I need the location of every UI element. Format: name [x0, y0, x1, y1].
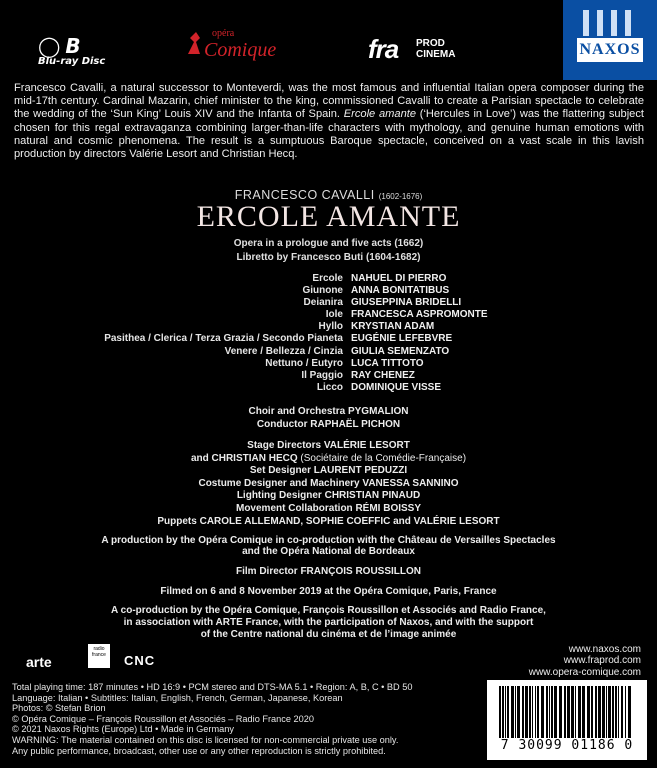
barcode: [487, 680, 647, 760]
coprod-line-1: A co-production by the Opéra Comique, François Roussillon et Associés and Radio France,: [111, 605, 546, 616]
opera-small-text: opéra: [212, 28, 235, 39]
cast-row: [0, 309, 657, 321]
cast-singer: RAY CHENEZ: [351, 369, 415, 381]
coproduction-note: [0, 535, 657, 557]
language-line: Language: Italian • Subtitles: Italian, English, French, German, Japanese, Korean: [12, 692, 343, 703]
arte-logo: arte: [26, 654, 52, 670]
radio-logo-line2: france: [92, 652, 106, 658]
naxos-column-icon: [611, 10, 617, 36]
copyright-line-2: © 2021 Naxos Rights (Europe) Ltd • Made in Germany: [12, 724, 234, 735]
choir-credit: Choir and Orchestra PYGMALION: [248, 406, 409, 417]
technical-info: [12, 682, 472, 756]
coprod-line-2: in association with ARTE France, with the participation of Naxos, and with the support: [123, 617, 534, 628]
cast-singer: EUGÉNIE LEFEBVRE: [351, 333, 453, 345]
fraprod-url[interactable]: www.fraprod.com: [563, 655, 641, 667]
playing-time-line: Total playing time: 187 minutes • HD 16:9 • PCM stereo and DTS-MA 5.1 • Region: A, B, C • BD 50: [12, 682, 413, 692]
photos-line: Photos: © Stefan Brion: [12, 703, 106, 714]
cast-singer: NAHUEL DI PIERRO: [351, 273, 447, 284]
barcode-digits: 7 30099 01186 0: [500, 738, 634, 753]
movement-credit: Movement Collaboration RÉMI BOISSY: [235, 502, 422, 514]
logo-bar: [0, 0, 657, 80]
cast-row: [0, 333, 657, 345]
stage-director-credit: Stage Directors VALÉRIE LESORT: [247, 440, 410, 451]
bird-icon: [184, 30, 204, 56]
cnc-logo: CNC: [124, 653, 156, 668]
production-line-2: and the Opéra National de Bordeaux: [242, 546, 415, 557]
cast-role: Pasithea / Clerica / Terza Grazia / Secondo Pianeta: [104, 333, 343, 345]
cast-row: [0, 285, 657, 297]
cast-row: [0, 370, 657, 382]
cast-singer: KRYSTIAN ADAM: [351, 321, 435, 333]
intro-part1: Francesco Cavalli, a natural successor to Monteverdi, was the most famous and influential Italian opera composer during the mid-17th century. Cardinal Mazarin, chief minister to the king, commissioned Cavalli to create a Parisian spectacle to celebrate the wedding of the ‘Sun King’ Louis XIV and the Infanta of Spain.: [14, 82, 644, 121]
naxos-column-icon: [597, 10, 603, 36]
naxos-url[interactable]: www.naxos.com: [568, 644, 641, 655]
bluray-word: Blu-ray Disc: [38, 56, 106, 67]
cast-row: [0, 358, 657, 370]
film-director-credit: Film Director FRANÇOIS ROUSSILLON: [235, 566, 421, 577]
lighting-designer-credit: Lighting Designer CHRISTIAN PINAUD: [236, 490, 421, 502]
warning-line-1: WARNING: The material contained on this disc is licensed for non-commercial private use only.: [12, 734, 399, 745]
cast-singer: LUCA TITTOTO: [351, 357, 424, 369]
radio-france-logo: [88, 644, 110, 668]
opera-big-text: Comique: [204, 39, 277, 61]
fra-prod-logo: [368, 34, 456, 65]
intro-paragraph: [14, 82, 644, 161]
warning-line-2: Any public performance, broadcast, other use or any other reproduction is strictly prohibited.: [12, 745, 386, 756]
cast-role: Giunone: [302, 285, 343, 297]
filmed-note: Filmed on 6 and 8 November 2019 at the Opéra Comique, Paris, France: [160, 586, 497, 597]
stage-director-credit-2: [0, 453, 657, 466]
cast-role: Nettuno / Eutyro: [265, 357, 343, 369]
copyright-line-1: © Opéra Comique – François Roussillon et Associés – Radio France 2020: [12, 713, 314, 724]
composer-dates: (1602-1676): [378, 192, 423, 201]
naxos-column-icon: [625, 10, 631, 36]
cast-singer: DOMINIQUE VISSE: [351, 381, 442, 393]
intro-part2: (‘Hercules in Love’) was the flattering subject chosen for this regal extravaganza combining larger-than-life characters with mythology, and genuine human emotions with natural and cosmic phenomena. The result is a sumptuous Baroque spectacle, conceived on a vast scale in this lavish production by directors Valérie Lesort and Christian Hecq.: [14, 108, 644, 161]
intro-italic-title: Ercole amante: [343, 108, 416, 121]
cast-role: Deianira: [303, 297, 343, 309]
website-links: [529, 644, 641, 678]
production-credits: [0, 440, 657, 528]
cast-role: Il Paggio: [301, 369, 343, 381]
naxos-logo: [563, 0, 657, 80]
fra-line1: PROD: [416, 38, 445, 49]
opera-title: ERCOLE AMANTE: [196, 200, 461, 233]
naxos-column-icon: [583, 10, 589, 36]
coproduction-credits: [0, 605, 657, 641]
cast-row: [0, 346, 657, 358]
stage-director-name: and CHRISTIAN HECQ: [190, 452, 298, 464]
cast-singer: ANNA BONITATIBUS: [351, 285, 450, 297]
coprod-line-3: of the Centre national du cinéma et de l’image animée: [200, 629, 457, 640]
cast-role: Iole: [325, 309, 343, 321]
cast-role: Hyllo: [318, 321, 343, 333]
opera-comique-logo: [184, 28, 276, 62]
cast-role: Venere / Bellezza / Cinzia: [224, 345, 343, 357]
conductor-credit: Conductor RAPHAËL PICHON: [256, 418, 401, 430]
production-line-1: A production by the Opéra Comique in co-production with the Château de Versailles Spectacles: [101, 535, 556, 546]
radio-logo-line1: radio: [93, 646, 105, 652]
cast-list: [0, 273, 657, 394]
fra-line2: CINEMA: [416, 49, 456, 60]
naxos-wordmark: NAXOS: [577, 38, 643, 62]
libretto-line: Libretto by Francesco Buti (1604-1682): [236, 252, 421, 263]
cast-row: [0, 321, 657, 333]
cast-singer: GIULIA SEMENZATO: [351, 345, 450, 357]
opera-comique-url[interactable]: www.opera-comique.com: [528, 666, 641, 678]
cast-singer: FRANCESCA ASPROMONTE: [351, 309, 488, 321]
cast-role: Ercole: [312, 273, 343, 284]
cast-role: Licco: [316, 381, 343, 393]
composer-text: FRANCESCO CAVALLI: [234, 188, 375, 202]
cast-row: [0, 382, 657, 394]
cast-singer: GIUSEPPINA BRIDELLI: [351, 297, 462, 309]
stage-director-note: (Sociétaire de la Comédie-Française): [297, 452, 467, 464]
bluray-logo: [38, 34, 105, 67]
cast-row: [0, 297, 657, 309]
orchestra-credits: [0, 406, 657, 431]
set-designer-credit: Set Designer LAURENT PEDUZZI: [249, 465, 408, 477]
puppets-credit: Puppets CAROLE ALLEMAND, SOPHIE COEFFIC and VALÉRIE LESORT: [157, 515, 500, 527]
fra-logo-text: fra: [368, 34, 399, 64]
barcode-bars-icon: [497, 686, 637, 738]
bluray-mark: ◯ B: [38, 34, 80, 58]
opera-subtitle: Opera in a prologue and five acts (1662): [233, 238, 424, 249]
costume-designer-credit: Costume Designer and Machinery VANESSA SANNINO: [198, 477, 459, 489]
fra-logo-subtext: [416, 38, 455, 60]
cast-row: [0, 273, 657, 285]
